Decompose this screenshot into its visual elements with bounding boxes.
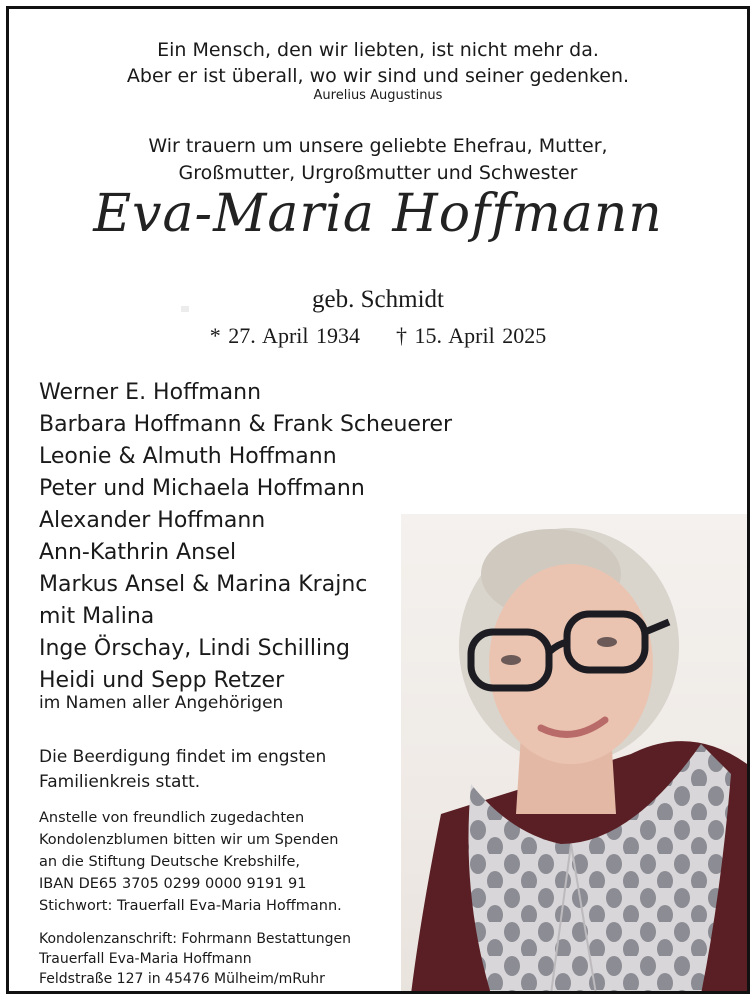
portrait-illustration: [401, 514, 747, 994]
funeral-line: Die Beerdigung findet im engsten: [39, 747, 327, 767]
quote-line: Aber er ist überall, wo wir sind und seiner gedenken.: [126, 65, 630, 87]
mourner: Peter und Michaela Hoffmann: [39, 476, 365, 501]
mourners-list: [39, 377, 452, 697]
portrait-photo: [401, 514, 747, 994]
intro-line: Großmutter, Urgroßmutter und Schwester: [178, 162, 578, 184]
mourner: Markus Ansel & Marina Krajnc: [39, 572, 368, 597]
mourner: Barbara Hoffmann & Frank Scheuerer: [39, 412, 453, 437]
quote-line: Ein Mensch, den wir liebten, ist nicht mehr da.: [157, 39, 599, 61]
quote-author: Aurelius Augustinus: [313, 88, 443, 103]
donation-line: an die Stiftung Deutsche Krebshilfe,: [39, 854, 301, 870]
deceased-name: Eva-Maria Hoffmann: [93, 184, 663, 244]
quote: [9, 37, 747, 89]
mourner: Werner E. Hoffmann: [39, 380, 262, 405]
condolence-line: Trauerfall Eva-Maria Hoffmann: [39, 951, 252, 967]
on-behalf-note: im Namen aller Angehörigen: [39, 693, 284, 713]
born-name: geb. Schmidt: [312, 286, 444, 313]
donation-line: Kondolenzblumen bitten wir um Spenden: [39, 832, 339, 848]
intro-line: Wir trauern um unsere geliebte Ehefrau, Mutter,: [148, 135, 608, 157]
intro-text: [9, 133, 747, 187]
birth-date: * 27. April 1934: [209, 323, 360, 348]
mourner: Heidi und Sepp Retzer: [39, 668, 285, 693]
funeral-line: Familienkreis statt.: [39, 772, 201, 792]
condolence-line: Kondolenzanschrift: Fohrmann Bestattungen: [39, 931, 351, 947]
funeral-note: [39, 745, 326, 795]
donation-note: [39, 807, 342, 917]
donation-line: Anstelle von freundlich zugedachten: [39, 810, 305, 826]
mourner: Ann-Kathrin Ansel: [39, 540, 237, 565]
donation-iban: IBAN DE65 3705 0299 0000 9191 91: [39, 876, 307, 892]
death-date: † 15. April 2025: [396, 323, 547, 348]
condolence-line: Feldstraße 127 in 45476 Mülheim/mRuhr: [39, 971, 325, 987]
donation-line: Stichwort: Trauerfall Eva-Maria Hoffmann.: [39, 898, 342, 914]
mourner: mit Malina: [39, 604, 155, 629]
mourner: Alexander Hoffmann: [39, 508, 266, 533]
mourner: Leonie & Almuth Hoffmann: [39, 444, 337, 469]
obituary-notice: [6, 6, 750, 994]
mourner: Inge Örschay, Lindi Schilling: [39, 636, 351, 661]
life-dates: [9, 323, 747, 349]
condolence-address: [39, 929, 351, 989]
